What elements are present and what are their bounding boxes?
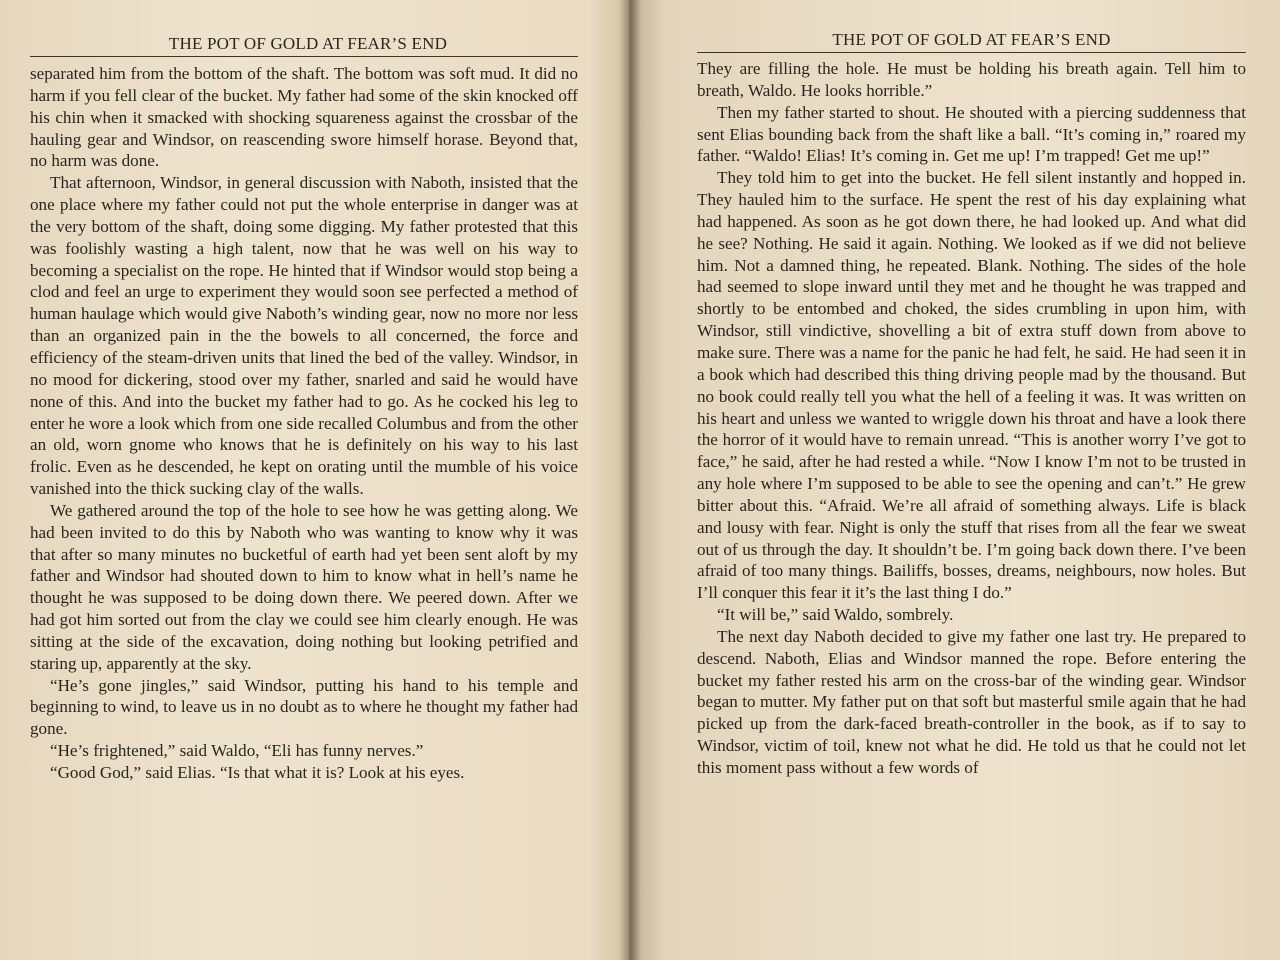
paragraph: “Good God,” said Elias. “Is that what it is? Look at his eyes. bbox=[50, 763, 465, 782]
paragraph: “It will be,” said Waldo, sombrely. bbox=[717, 605, 954, 625]
paragraph: separated him from the bottom of the shaft. The bottom was soft mud. It did no harm if you fell clear of the bucket. My father had some of the skin knocked off his chin when it smacked with shocking squareness against the crossbar of the hauling gear and Windsor, on reascending swore himself horase. Beyond that, no harm was done. bbox=[30, 64, 578, 171]
left-page bbox=[30, 0, 578, 960]
right-page bbox=[697, 0, 1246, 960]
left-page-body bbox=[30, 63, 578, 784]
paragraph: That afternoon, Windsor, in general discussion with Naboth, insisted that the one place where my father could not put the whole enterprise in danger was at the very bottom of the shaft, doing some digging. My father protested that this was foolishly wasting a high talent, now that he was well on his way to becoming a specialist on the rope. He hinted that if Windsor would stop being a clod and feel an urge to experiment they would soon see perfected a method of human haulage which would give Naboth’s winding gear, now no more nor less than an organized pain in the the bowels to all concerned, the force and efficiency of the steam-driven units that lined the bed of the valley. Windsor, in no mood for dickering, stood over my father, snarled and said he would have none of this. And into the bucket my father had to go. As he cocked his leg to enter he wore a look which from one side recalled Columbus and from the other an old, worn gnome who knows that he is definitely on his way to his last frolic. Even as he descended, he kept on orating until the mumble of his voice vanished into the thick sucking clay of the walls. bbox=[30, 173, 578, 499]
paragraph: The next day Naboth decided to give my father one last try. He prepared to descend. Naboth, Elias and Windsor manned the rope. Before entering the bucket my father rested his arm on the cross-bar of the winding gear. Windsor began to mutter. My father put on that soft but masterful smile again that he had picked up from the dark-faced breath-controller in the book, as if to say to Windsor, victim of toil, knew not what he did. He told us that he could not let this moment pass without a few words of bbox=[697, 626, 1246, 777]
paragraph: “He’s gone jingles,” said Windsor, putting his hand to his temple and beginning to wind, to leave us in no doubt as to where he thought my father had gone. bbox=[30, 675, 578, 739]
right-page-body bbox=[697, 58, 1246, 779]
paragraph: They are filling the hole. He must be holding his breath again. Tell him to breath, Waldo. He looks horrible.” bbox=[697, 59, 1246, 100]
paragraph: We gathered around the top of the hole to see how he was getting along. We had been invited to do this by Naboth who was wanting to know why it was that after so many minutes no bucketful of earth had yet been sent aloft by my father and Windsor had shouted down to him to know what in hell’s name he thought he was supposed to be doing down there. We peered down. After we had got him sorted out from the clay we could see him clearly enough. He was sitting at the side of the excavation, doing nothing but looking petrified and staring up, apparently at the sky. bbox=[30, 500, 578, 673]
left-running-head: THE POT OF GOLD AT FEAR’S END bbox=[30, 34, 578, 57]
right-running-head: THE POT OF GOLD AT FEAR’S END bbox=[697, 30, 1246, 53]
paragraph: Then my father started to shout. He shouted with a piercing suddenness that sent Elias bounding back from the shaft like a ball. “It’s coming in,” roared my father. “Waldo! Elias! It’s coming in. Get me up! I’m trapped! Get me up!” bbox=[697, 102, 1246, 166]
book-spine bbox=[618, 0, 640, 960]
paragraph: They told him to get into the bucket. He fell silent instantly and hopped in. They hauled him to the surface. He spent the rest of his day explaining what had happened. As soon as he got down there, he had looked up. And what did he see? Nothing. He said it again. Nothing. We looked as if we did not believe him. Not a damned thing, he repeated. Blank. Nothing. The sides of the hole had seemed to slope inward until they met and he thought he was trapped and shortly to be entombed and choked, the sides crumbling in upon him, with Windsor, still vindictive, shovelling a bit of extra stuff down from above to make sure. There was a name for the panic he had felt, he said. He had seen it in a book which had described this thing driving people mad by the thousand. But no book could really tell you what the hell of a feeling it was. It was written on his heart and unless we wanted to wriggle down his throat and have a look there the horror of it would have to remain unread. “This is another worry I’ve got to face,” he said, after he had rested a while. “Now I know I’m not to be trusted in any hole where I’m supposed to be able to see the opening and can’t.” He grew bitter about this. “Afraid. We’re all afraid of something always. Life is black and lousy with fear. Night is only the stuff that rises from all the fear we sweat out of us through the day. It shouldn’t be. I’m going back down there. I’ve been afraid of too many things. Bailiffs, bosses, dreams, neighbours, now holes. But I’ll conquer this fear it it’s the last thing I do.” bbox=[697, 168, 1246, 603]
paragraph: “He’s frightened,” said Waldo, “Eli has funny nerves.” bbox=[50, 741, 424, 761]
